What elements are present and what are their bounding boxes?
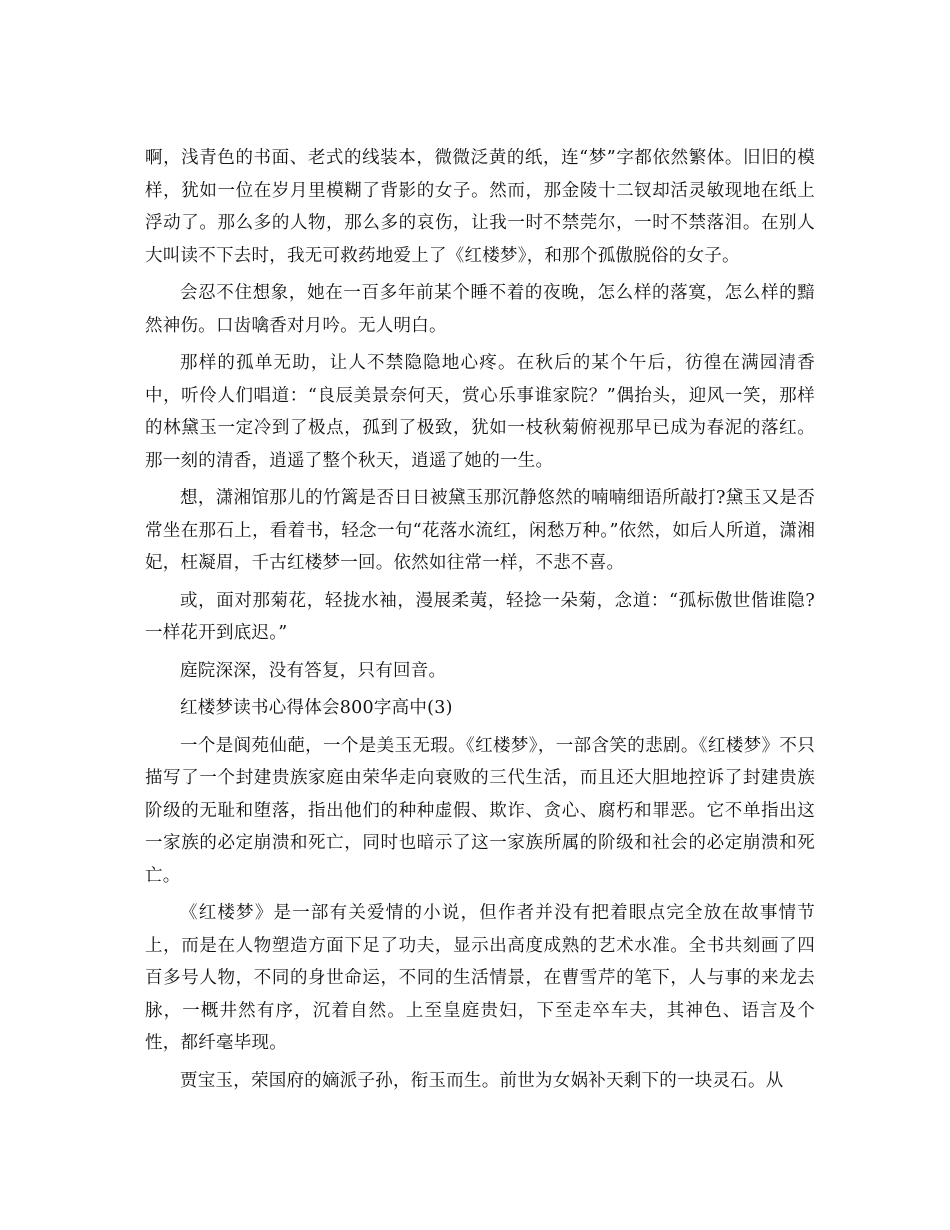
paragraph-3: 那样的孤单无助，让人不禁隐隐地心疼。在秋后的某个午后，彷徨在满园清香中，听伶人们唱道：“良辰美景奈何天，赏心乐事谁家院？”偶抬头，迎风一笑，那样的林黛玉一定冷到了极点，孤到了极致，犹如一枝秋菊俯视那早已成为春泥的落红。那一刻的清香，逍遥了整个秋天，逍遥了她的一生。 [145,353,815,471]
paragraph-5: 或，面对那菊花，轻拢水袖，漫展柔荑，轻捻一朵菊，念道：“孤标傲世偕谁隐?一样花开到底迟。” [145,590,815,643]
section-heading: 红楼梦读书心得体会800字高中(3) [180,698,453,718]
paragraph-8: 《红楼梦》是一部有关爱情的小说，但作者并没有把着眼点完全放在故事情节上，而是在人物塑造方面下足了功夫，显示出高度成熟的艺术水准。全书共刻画了四百多号人物，不同的身世命运，不同的生活情景，在曹雪芹的笔下，人与事的来龙去脉，一概井然有序，沉着自然。上至皇庭贵妇，下至走卒车夫，其神色、语言及个性，都纤毫毕现。 [145,903,815,1053]
paragraph-4: 想，潇湘馆那儿的竹篱是否日日被黛玉那沉静悠然的喃喃细语所敲打?黛玉又是否常坐在那石上，看着书，轻念一句“花落水流红，闲愁万种。”依然，如后人所道，潇湘妃，枉凝眉，千古红楼梦一回。依然如往常一样，不悲不喜。 [145,488,815,573]
paragraph-9: 贾宝玉，荣国府的嫡派子孙，衔玉而生。前世为女娲补天剩下的一块灵石。从 [180,1070,784,1091]
paragraph-1: 啊，浅青色的书面、老式的线装本，微微泛黄的纸，连“梦”字都依然繁体。旧旧的模样，犹如一位在岁月里模糊了背影的女子。然而，那金陵十二钗却活灵敏现地在纸上浮动了。那么多的人物，那么多的哀伤，让我一时不禁莞尔，一时不禁落泪。在别人大叫读不下去时，我无可救药地爱上了《红楼梦》，和那个孤傲脱俗的女子。 [145,148,815,266]
paragraph-7: 一个是阆苑仙葩，一个是美玉无瑕。《红楼梦》，一部含笑的悲剧。《红楼梦》不只描写了一个封建贵族家庭由荣华走向衰败的三代生活，而且还大胆地控诉了封建贵族阶级的无耻和堕落，指出他们的种种虚假、欺诈、贪心、腐朽和罪恶。它不单指出这一家族的必定崩溃和死亡，同时也暗示了这一家族所属的阶级和社会的必定崩溃和死亡。 [145,735,815,886]
document-body [145,142,815,1097]
paragraph-6: 庭院深深，没有答复，只有回音。 [180,660,447,681]
paragraph-2: 会忍不住想象，她在一百多年前某个睡不着的夜晚，怎么样的落寞，怎么样的黯然神伤。口齿噙香对月吟。无人明白。 [145,283,815,336]
